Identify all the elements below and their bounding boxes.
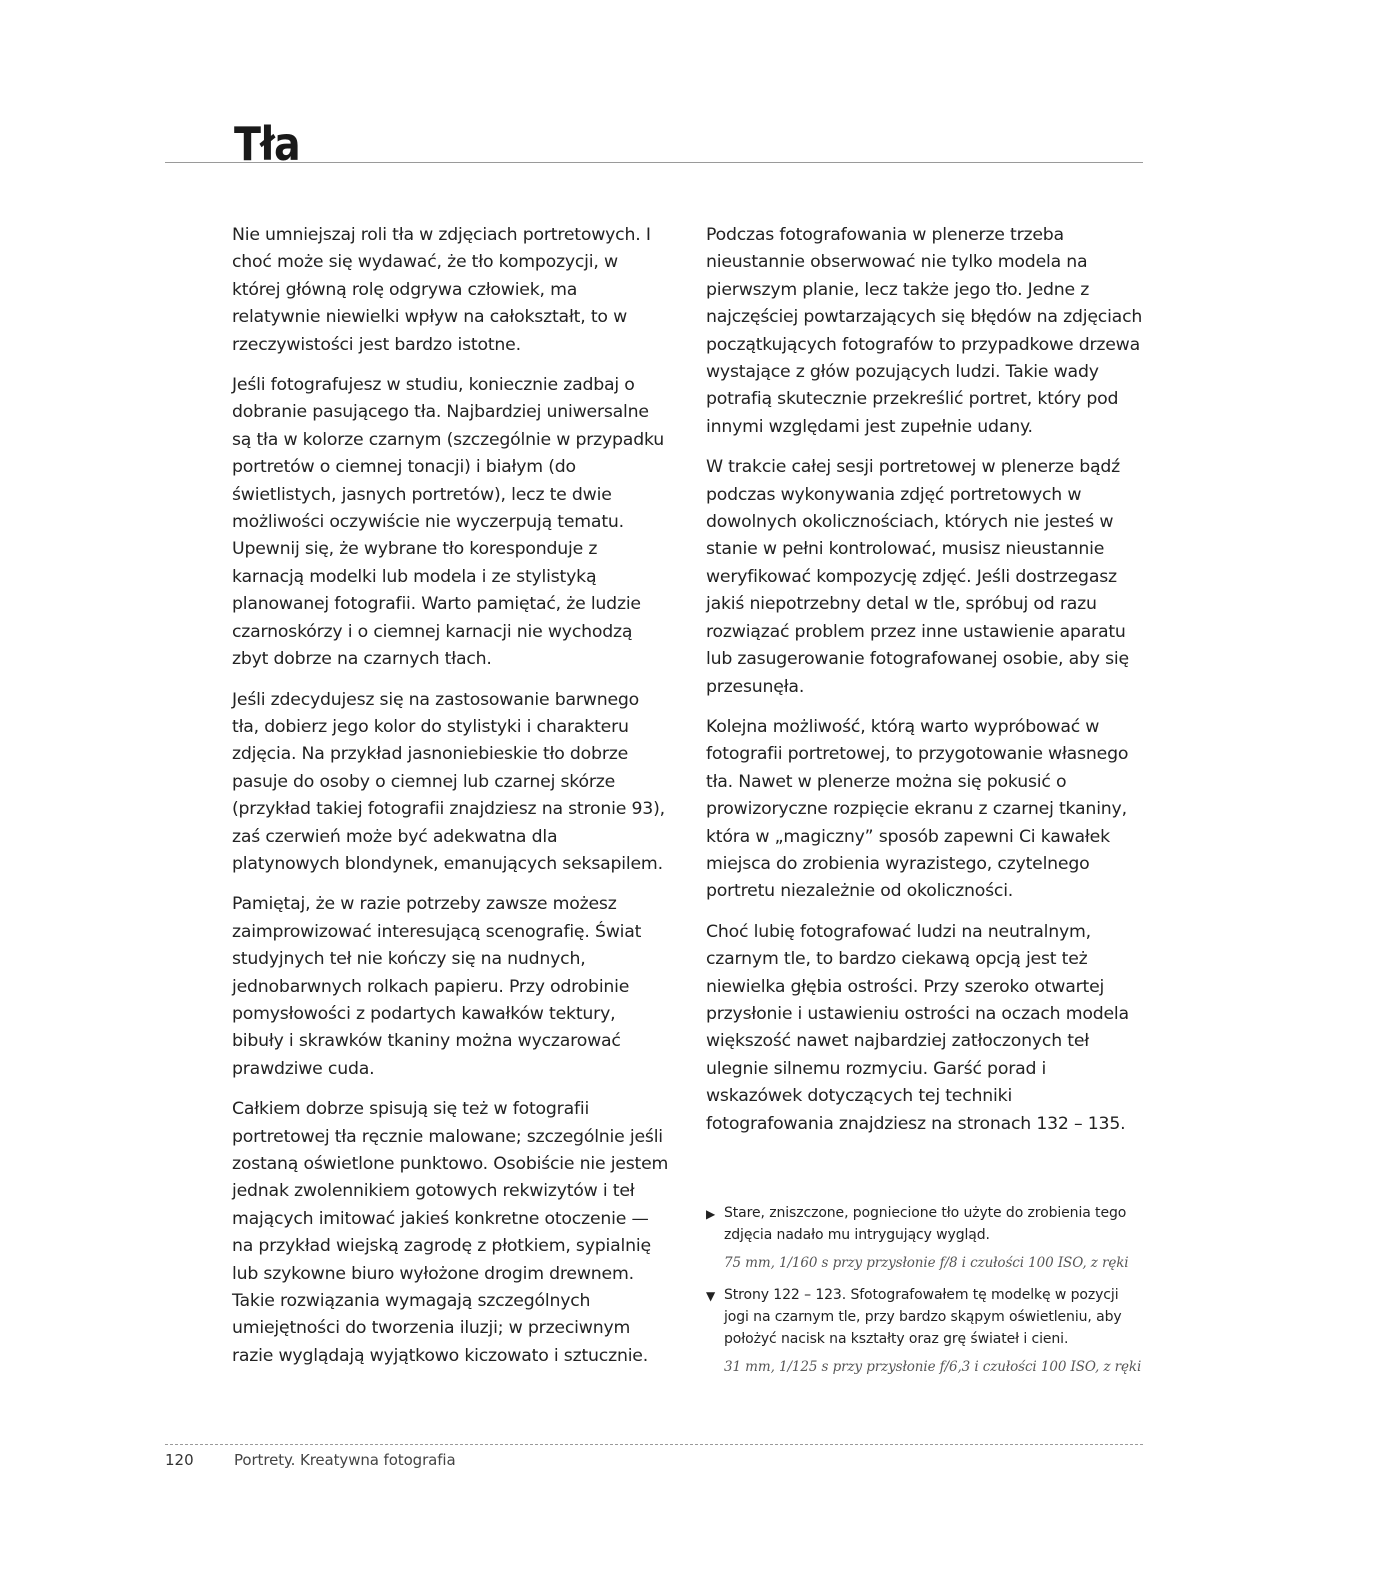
paragraph: Jeśli zdecydujesz się na zastosowanie barwnego tła, dobierz jego kolor do stylistyki i charakteru zdjęcia. Na przykład jasnoniebieskie tło dobrze pasuje do osoby o ciemnej lub czarnej skórze (przykład takiej fotografii znajdziesz na stronie 93), zaś czerwień może być adekwatna dla platynowych blondynek, emanujących seksapilem. <box>232 689 665 874</box>
caption-exif: 75 mm, 1/160 s przy przysłonie f/8 i czułości 100 ISO, z ręki <box>724 1255 1129 1271</box>
footer-rule <box>165 1444 1143 1445</box>
paragraph: Kolejna możliwość, którą warto wypróbować w fotografii portretowej, to przygotowanie własnego tła. Nawet w plenerze można się pokusić o prowizoryczne rozpięcie ekranu z czarnej tkaniny, która w „magiczny” sposób zapewni Ci kawałek miejsca do zrobienia wyrazistego, czytelnego portretu niezależnie od okoliczności. <box>706 716 1129 902</box>
paragraph: Jeśli fotografujesz w studiu, koniecznie zadbaj o dobranie pasującego tła. Najbardziej uniwersalne są tła w kolorze czarnym (szczególnie w przypadku portretów o ciemnej tonacji) i białym (do świetlistych, jasnych portretów), lecz te dwie możliwości oczywiście nie wyczerpują tematu. Upewnij się, że wybrane tło koresponduje z karnacją modelki lub modela i ze stylistyką planowanej fotografii. Warto pamiętać, że ludzie czarnoskórzy i o ciemnej karnacji nie wychodzą zbyt dobrze na czarnych tłach. <box>232 375 664 670</box>
right-arrow-icon: ▶ <box>706 1207 716 1221</box>
running-title: Portrety. Kreatywna fotografia <box>234 1451 456 1469</box>
paragraph: Całkiem dobrze spisują się też w fotografii portretowej tła ręcznie malowane; szczególnie jeśli zostaną oświetlone punktowo. Osobiście nie jestem jednak zwolennikiem gotowych rekwizytów i teł mających imitować jakieś konkretne otoczenie — na przykład wiejską zagrodę z płotkiem, sypialnię lub szykowne biuro wyłożone drogim drewnem. Takie rozwiązania wymagają szczególnych umiejętności do tworzenia iluzji; w przeciwnym razie wyglądają wyjątkowo kiczowato i sztucznie. <box>232 1099 669 1366</box>
right-column <box>706 222 1144 1151</box>
caption-text: Strony 122 – 123. Sfotografowałem tę modelkę w pozycji jogi na czarnym tle, przy bardzo skąpym oświetleniu, aby położyć nacisk na kształty oraz grę świateł i cieni. <box>724 1287 1122 1347</box>
left-column <box>232 222 670 1383</box>
down-arrow-icon: ▼ <box>706 1289 716 1303</box>
caption-right-arrow <box>706 1202 1146 1246</box>
paragraph: Nie umniejszaj roli tła w zdjęciach portretowych. I choć może się wydawać, że tło kompozycji, w której główną rolę odgrywa człowiek, ma relatywnie niewielki wpływ na całokształt, to w rzeczywistości jest bardzo istotne. <box>232 225 651 355</box>
page-title: Tła <box>234 117 300 171</box>
paragraph: Choć lubię fotografować ludzi na neutralnym, czarnym tle, to bardzo ciekawą opcją jest też niewielka głębia ostrości. Przy szeroko otwartej przysłonie i ustawieniu ostrości na oczach modela większość nawet najbardziej zatłoczonych teł ulegnie silnemu rozmyciu. Garść porad i wskazówek dotyczących tej techniki fotografowania znajdziesz na stronach 132 – 135. <box>706 921 1129 1134</box>
paragraph: Pamiętaj, że w razie potrzeby zawsze możesz zaimprowizować interesującą scenografię. Świat studyjnych teł nie kończy się na nudnych, jednobarwnych rolkach papieru. Przy odrobinie pomysłowości z podartych kawałków tektury, bibuły i skrawków tkaniny można wyczarować prawdziwe cuda. <box>232 894 642 1079</box>
caption-text: Stare, zniszczone, pogniecione tło użyte do zrobienia tego zdjęcia nadało mu intrygujący wygląd. <box>724 1205 1127 1243</box>
page-number: 120 <box>165 1451 194 1469</box>
caption-exif: 31 mm, 1/125 s przy przysłonie f/6,3 i czułości 100 ISO, z ręki <box>724 1359 1142 1375</box>
paragraph: W trakcie całej sesji portretowej w plenerze bądź podczas wykonywania zdjęć portretowych w dowolnych okolicznościach, których nie jesteś w stanie w pełni kontrolować, musisz nieustannie weryfikować kompozycję zdjęć. Jeśli dostrzegasz jakiś niepotrzebny detal w tle, spróbuj od razu rozwiązać problem przez inne ustawienie aparatu lub zasugerowanie fotografowanej osobie, aby się przesunęła. <box>706 457 1129 697</box>
title-rule <box>165 162 1143 163</box>
caption-down-arrow <box>706 1284 1146 1350</box>
photo-captions <box>706 1202 1146 1388</box>
paragraph: Podczas fotografowania w plenerze trzeba nieustannie obserwować nie tylko modela na pierwszym planie, lecz także jego tło. Jedne z najczęściej powtarzających się błędów na zdjęciach początkujących fotografów to przypadkowe drzewa wystające z głów pozujących ludzi. Takie wady potrafią skutecznie przekreślić portret, który pod innymi względami jest zupełnie udany. <box>706 225 1143 437</box>
